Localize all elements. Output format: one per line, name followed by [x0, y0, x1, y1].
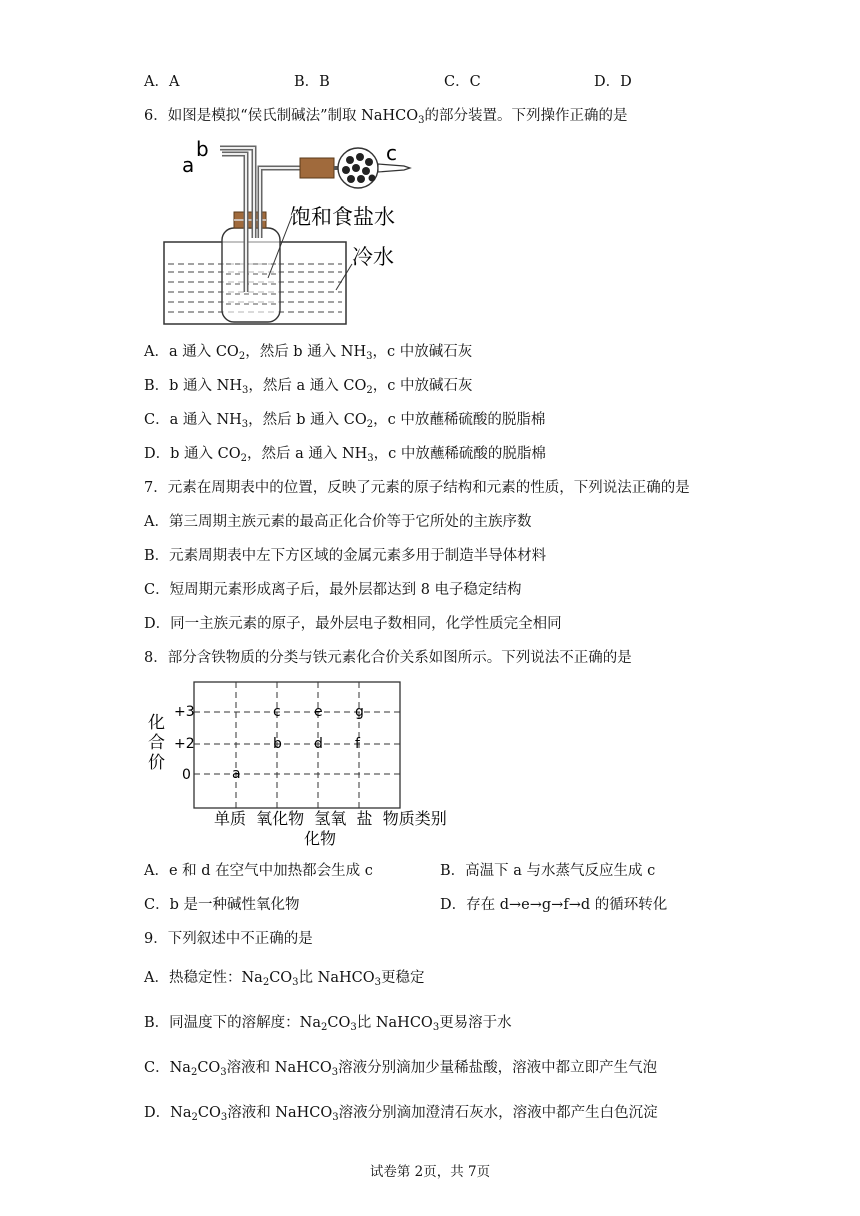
q9-option-b[interactable]: B．同温度下的溶解度：$Na_2CO_3$比 NaHCO$_3$更易溶于水 — [144, 1015, 512, 1033]
q6-stem: 6．如图是模拟“侯氏制碱法”制取 NaHCO$_3$的部分装置。下列操作正确的是 — [144, 108, 628, 126]
q8-option-a[interactable]: A．e 和 d 在空气中加热都会生成 c — [144, 863, 373, 879]
chart-ylabel-1: 化 — [148, 713, 165, 733]
ytick-plus2: +2 — [174, 736, 195, 752]
q7-option-c[interactable]: C．短周期元素形成离子后，最外层都达到 8 电子稳定结构 — [144, 582, 522, 598]
chart-point-e: e — [314, 704, 323, 720]
chart-ylabel-2: 合 — [148, 733, 165, 753]
chart-xlabel-row1: 单质 氧化物 氢氧 盐 物质类别 — [214, 809, 447, 828]
label-a: a — [182, 153, 195, 177]
q6-option-b[interactable]: B．b 通入 $NH_3$，然后 a 通入 $CO_2$，c 中放碱石灰 — [144, 378, 473, 396]
q5-option-b[interactable]: B．B — [294, 74, 330, 90]
chart-points — [232, 704, 364, 782]
chart-point-g: g — [355, 704, 364, 720]
q7-option-d[interactable]: D．同一主族元素的原子，最外层电子数相同，化学性质完全相同 — [144, 616, 562, 632]
ytick-plus3: +3 — [174, 704, 195, 720]
q5-option-d[interactable]: D．D — [594, 74, 632, 90]
chart-frame — [194, 682, 400, 808]
label-b: b — [196, 138, 209, 161]
chart-point-a: a — [232, 766, 241, 782]
chart-point-c: c — [273, 704, 281, 720]
q6-option-d[interactable]: D．b 通入 $CO_2$，然后 a 通入 $NH_3$，c 中放蘸稀硫酸的脱脂棉 — [144, 446, 546, 464]
q7-option-a[interactable]: A．第三周期主族元素的最高正化合价等于它所处的主族序数 — [144, 514, 532, 530]
page-footer: 试卷第 2页，共 7页 — [369, 1164, 491, 1180]
label-cold-water: 冷水 — [352, 245, 394, 269]
q9-option-c[interactable]: C．$Na_2CO_3$溶液和 NaHCO$_3$溶液分别滴加少量稀盐酸，溶液中都立即产生气泡 — [144, 1060, 658, 1078]
chart-xlabel-row2: 化物 — [304, 829, 337, 848]
chart-grid — [194, 682, 400, 808]
q6-option-a[interactable]: A．a 通入 $CO_2$，然后 b 通入 $NH_3$，c 中放碱石灰 — [144, 344, 473, 362]
q9-stem: 9．下列叙述中不正确的是 — [144, 931, 313, 947]
water-leader — [336, 264, 352, 290]
label-brine: 饱和食盐水 — [290, 205, 395, 229]
q6-apparatus-figure — [160, 138, 420, 330]
q5-option-a[interactable]: A．A — [144, 74, 180, 90]
q5-option-c[interactable]: C．C — [444, 74, 481, 90]
chart-point-b: b — [273, 736, 282, 752]
ytick-zero: 0 — [182, 767, 191, 783]
q8-option-d[interactable]: D．存在 d→e→g→f→d 的循环转化 — [440, 897, 668, 913]
q6-option-c[interactable]: C．a 通入 $NH_3$，然后 b 通入 $CO_2$，c 中放蘸稀硫酸的脱脂棉 — [144, 412, 546, 430]
q8-stem: 8．部分含铁物质的分类与铁元素化合价关系如图所示。下列说法不正确的是 — [144, 650, 632, 666]
bottle — [222, 228, 280, 322]
q8-iron-valence-chart — [144, 676, 454, 856]
q8-option-c[interactable]: C．b 是一种碱性氧化物 — [144, 897, 300, 913]
q8-option-b[interactable]: B．高温下 a 与水蒸气反应生成 c — [440, 863, 656, 879]
q9-option-a[interactable]: A．热稳定性：$Na_2CO_3$比 NaHCO$_3$更稳定 — [144, 970, 425, 988]
q7-stem: 7．元素在周期表中的位置，反映了元素的原子结构和元素的性质，下列说法正确的是 — [144, 480, 690, 496]
drying-tube-stopper — [300, 158, 334, 178]
q7-option-b[interactable]: B．元素周期表中左下方区域的金属元素多用于制造半导体材料 — [144, 548, 547, 564]
chart-point-f: f — [355, 736, 360, 752]
chart-ylabel-3: 价 — [148, 753, 165, 773]
chart-point-d: d — [314, 736, 323, 752]
q9-option-d[interactable]: D．$Na_2CO_3$溶液和 NaHCO$_3$溶液分别滴加澄清石灰水，溶液中都产生白色沉淀 — [144, 1105, 658, 1123]
label-c: c — [386, 141, 397, 165]
